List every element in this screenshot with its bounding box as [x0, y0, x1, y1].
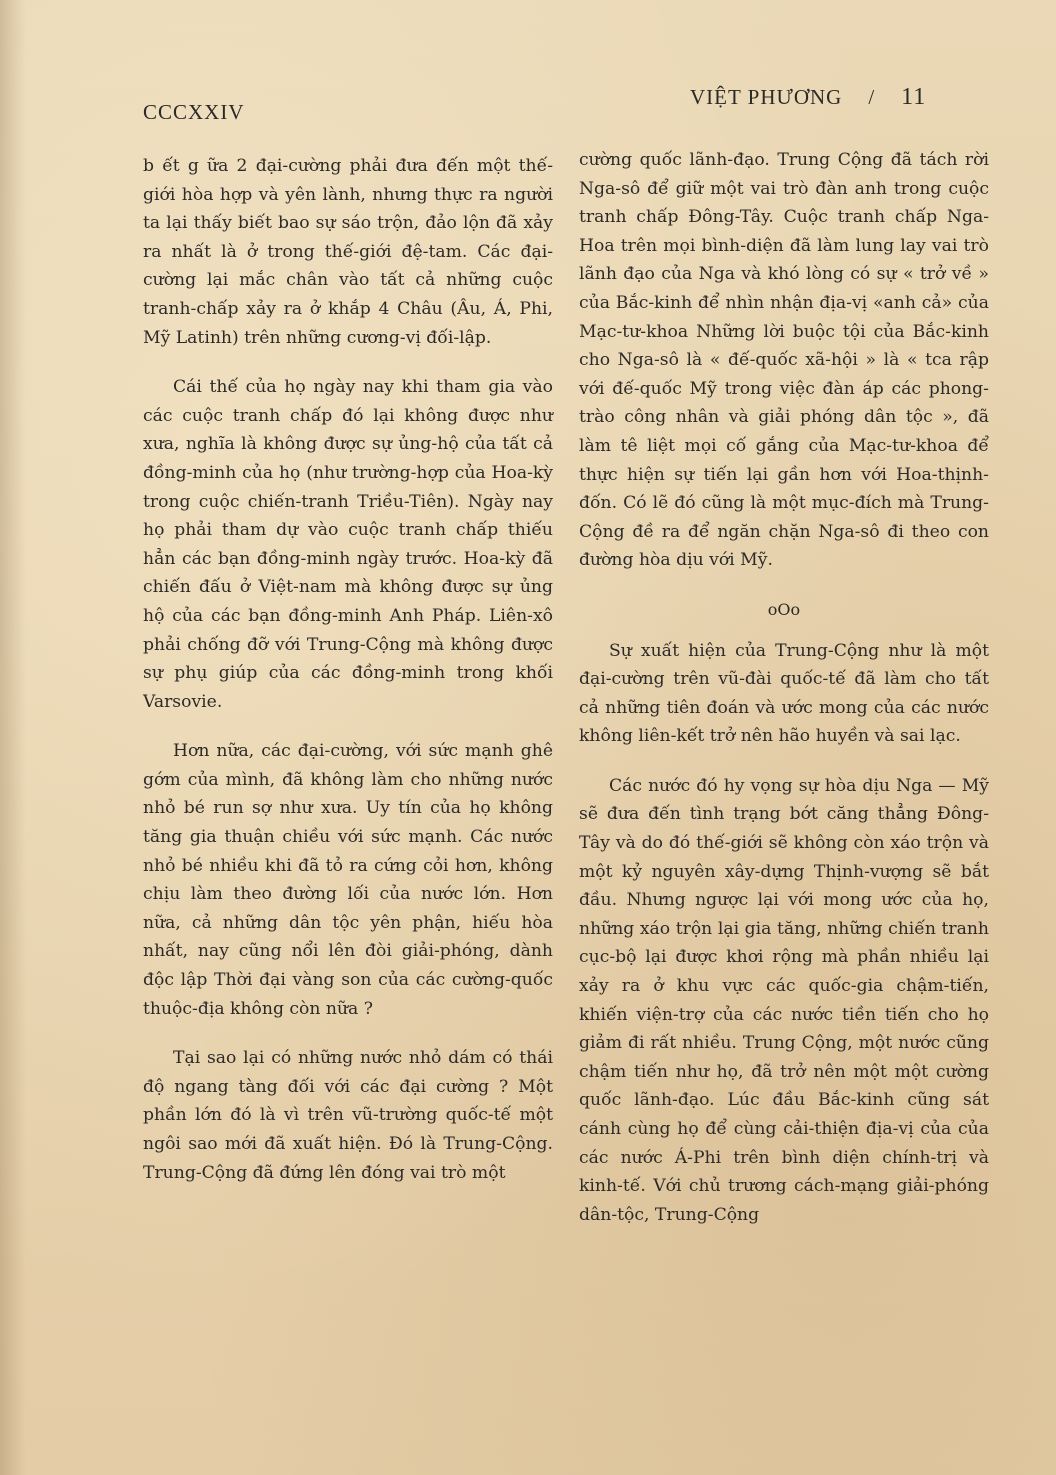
journal-title: VIỆT PHƯƠNG — [690, 85, 843, 109]
left-column — [143, 152, 553, 1208]
paragraph: Sự xuất hiện của Trung-Cộng như là một đại-cường trên vũ-đài quốc-tế đã làm cho tất cả những tiên đoán và ước mong của các nước không liên-kết trở nên hão huyền và sai lạc. — [579, 640, 989, 747]
paragraph: Hơn nữa, các đại-cường, với sức mạnh ghê gớm của mình, đã không làm cho những nước nhỏ bé run sợ như xưa. Uy tín của họ không tăng gia thuận chiều với sức mạnh. Các nước nhỏ bé nhiều khi đã tỏ ra cứng cỏi hơn, không chịu làm theo đường lối của nước lớn. Hơn nữa, cả những dân tộc yên phận, hiếu hòa nhất, nay cũng nổi lên đòi giải-phóng, dành độc lập Thời đại vàng son của các cường-quốc thuộc-địa không còn nữa ? — [143, 741, 553, 1019]
paragraph: cường quốc lãnh-đạo. Trung Cộng đã tách rời Nga-sô để giữ một vai trò đàn anh trong cuộc tranh chấp Đông-Tây. Cuộc tranh chấp Nga-Hoa trên mọi bình-diện đã làm lung lay vai trò lãnh đạo của Nga và khó lòng có sự « trở về » của Bắc-kinh để nhìn nhận địa-vị «anh cả» của Mạc-tư-khoa Những lời buộc tội của Bắc-kinh cho Nga-sô là « đế-quốc xã-hội » là « tca rập với đế-quốc Mỹ trong việc đàn áp các phong-trào công nhân và giải phóng dân tộc », đã làm tê liệt mọi cố gắng của Mạc-tư-khoa để thực hiện sự tiến lại gần hơn với Hoa-thịnh-đốn. Có lẽ đó cũng là một mục-đích mà Trung-Cộng đề ra để ngăn chặn Nga-sô đi theo con đường hòa dịu với Mỹ. — [579, 150, 989, 571]
paragraph: Tại sao lại có những nước nhỏ dám có thái độ ngang tàng đối với các đại cường ? Một phần lớn đó là vì trên vũ-trường quốc-tế một ngôi sao mới đã xuất hiện. Đó là Trung-Cộng. Trung-Cộng đã đứng lên đóng vai trò một — [143, 1048, 553, 1183]
paragraph: Các nước đó hy vọng sự hòa dịu Nga — Mỹ sẽ đưa đến tình trạng bớt căng thẳng Đông-Tây và do đó thế-giới sẽ không còn xáo trộn và một kỷ nguyên xây-dựng Thịnh-vượng sẽ bắt đầu. Nhưng ngược lại với mong ước của họ, những xáo trộn lại gia tăng, những chiến tranh cục-bộ lại được khơi rộng mà phần nhiều lại xảy ra ở khu vực các quốc-gia chậm-tiến, khiến viện-trợ của các nước tiền tiến cho họ giảm đi rất nhiều. Trung Cộng, một nước cũng chậm tiến như họ, đã trở nên một một cường quốc lãnh-đạo. Lúc đầu Bắc-kinh cũng sát cánh cùng họ để cùng cải-thiện địa-vị của của các nước Á-Phi trên bình diện chính-trị và kinh-tế. Với chủ trương cách-mạng giải-phóng dân-tộc, Trung-Cộng — [579, 775, 989, 1225]
paragraph: b ết g ữa 2 đại-cường phải đưa đến một thế-giới hòa hợp và yên lành, nhưng thực ra người ta lại thấy biết bao sự sáo trộn, đảo lộn đã xảy ra nhất là ở trong thế-giới đệ-tam. Các đại-cường lại mắc chân vào tất cả những cuộc tranh-chấp xảy ra ở khắp 4 Châu (Âu, Á, Phi, Mỹ Latinh) trên những cương-vị đối-lập. — [143, 156, 553, 348]
running-header — [690, 84, 926, 111]
section-divider-ornament: oOo — [767, 599, 801, 619]
section-roman-numeral: CCCXXIV — [143, 100, 245, 124]
right-column — [579, 146, 989, 1250]
paragraph: Cái thế của họ ngày nay khi tham gia vào các cuộc tranh chấp đó lại không được như xưa, nghĩa là không được sự ủng-hộ của tất cả đồng-minh của họ (như trường-hợp của Hoa-kỳ trong cuộc chiến-tranh Triều-Tiên). Ngày nay họ phải tham dự vào cuộc tranh chấp thiếu hẳn các bạn đồng-minh ngày trước. Hoa-kỳ đã chiến đấu ở Việt-nam mà không được sự ủng hộ của các bạn đồng-minh Anh Pháp. Liên-xô phải chống đỡ với Trung-Cộng mà không được sự phụ giúp của các đồng-minh trong khối Varsovie. — [143, 377, 553, 712]
page-number: 11 — [901, 84, 927, 110]
header-separator: / — [868, 85, 876, 109]
